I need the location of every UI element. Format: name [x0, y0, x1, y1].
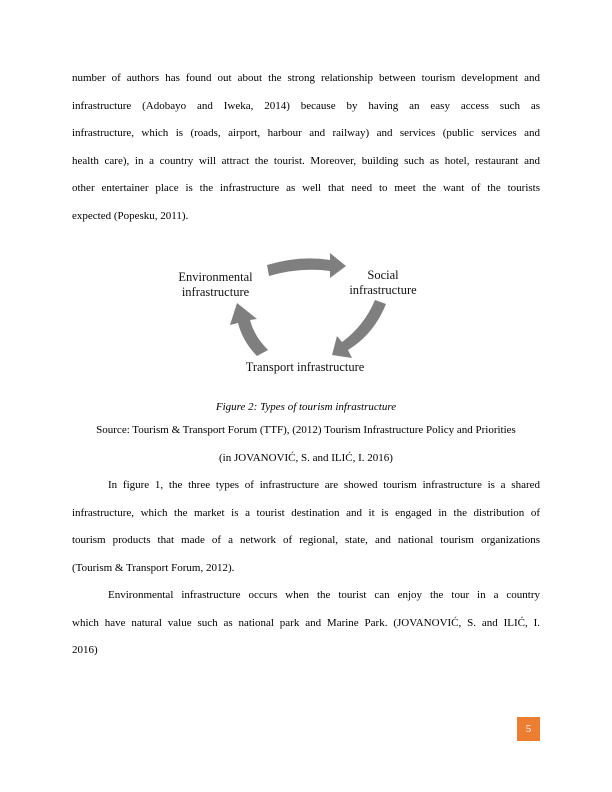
text-line: expected (Popesku, 2011).	[72, 209, 189, 222]
label-line: Social	[367, 268, 399, 282]
paragraph-tourism-infrastructure	[72, 65, 540, 231]
arrow-transport-to-env	[230, 303, 268, 356]
label-line: infrastructure	[181, 285, 250, 299]
text-line: infrastructure, which the market is a tourist destination and it is engaged in the distribution of	[72, 506, 540, 519]
page-number-badge: 5	[517, 717, 540, 741]
label-environmental-infrastructure	[168, 270, 263, 300]
text-line: tourism products that made of a network of regional, state, and national tourism organizations	[72, 534, 540, 547]
text-line: Environmental infrastructure occurs when the tourist can enjoy the tour in a country	[108, 589, 540, 601]
text-line: 2016)	[72, 644, 98, 657]
label-social-infrastructure	[338, 268, 428, 298]
text-line: (Tourism & Transport Forum, 2012).	[72, 561, 235, 574]
figure-source	[72, 417, 540, 472]
text-line: In figure 1, the three types of infrastructure are showed tourism infrastructure is a shared	[108, 479, 540, 491]
source-line: (in JOVANOVIĆ, S. and ILIĆ, I. 2016)	[219, 451, 393, 464]
source-line: Source: Tourism & Transport Forum (TTF), (2012) Tourism Infrastructure Policy and Priorities	[96, 424, 516, 436]
paragraph-environmental-infrastructure	[72, 582, 540, 665]
text-line: infrastructure (Adobayo and Iweka, 2014) because by having an easy access such as	[72, 99, 540, 112]
label-line: Environmental	[178, 270, 253, 284]
arrow-env-to-social	[267, 253, 346, 278]
text-line: number of authors has found out about the strong relationship between tourism development and	[72, 72, 540, 84]
arrow-social-to-transport	[332, 300, 386, 358]
paragraph-figure-explanation	[72, 472, 540, 582]
text-line: other entertainer place is the infrastructure as well that need to meet the want of the tourists	[72, 182, 540, 195]
label-transport-infrastructure: Transport infrastructure	[245, 360, 365, 374]
label-line: infrastructure	[349, 283, 417, 297]
infrastructure-cycle-diagram	[160, 252, 450, 382]
text-line: health care), in a country will attract the tourist. Moreover, building such as hotel, restaurant and	[72, 154, 540, 167]
figure-caption: Figure 2: Types of tourism infrastructure	[215, 401, 397, 413]
text-line: which have natural value such as national park and Marine Park. (JOVANOVIĆ, S. and ILIĆ, I.	[72, 616, 540, 629]
text-line: infrastructure, which is (roads, airport, harbour and railway) and services (public services and	[72, 127, 540, 140]
